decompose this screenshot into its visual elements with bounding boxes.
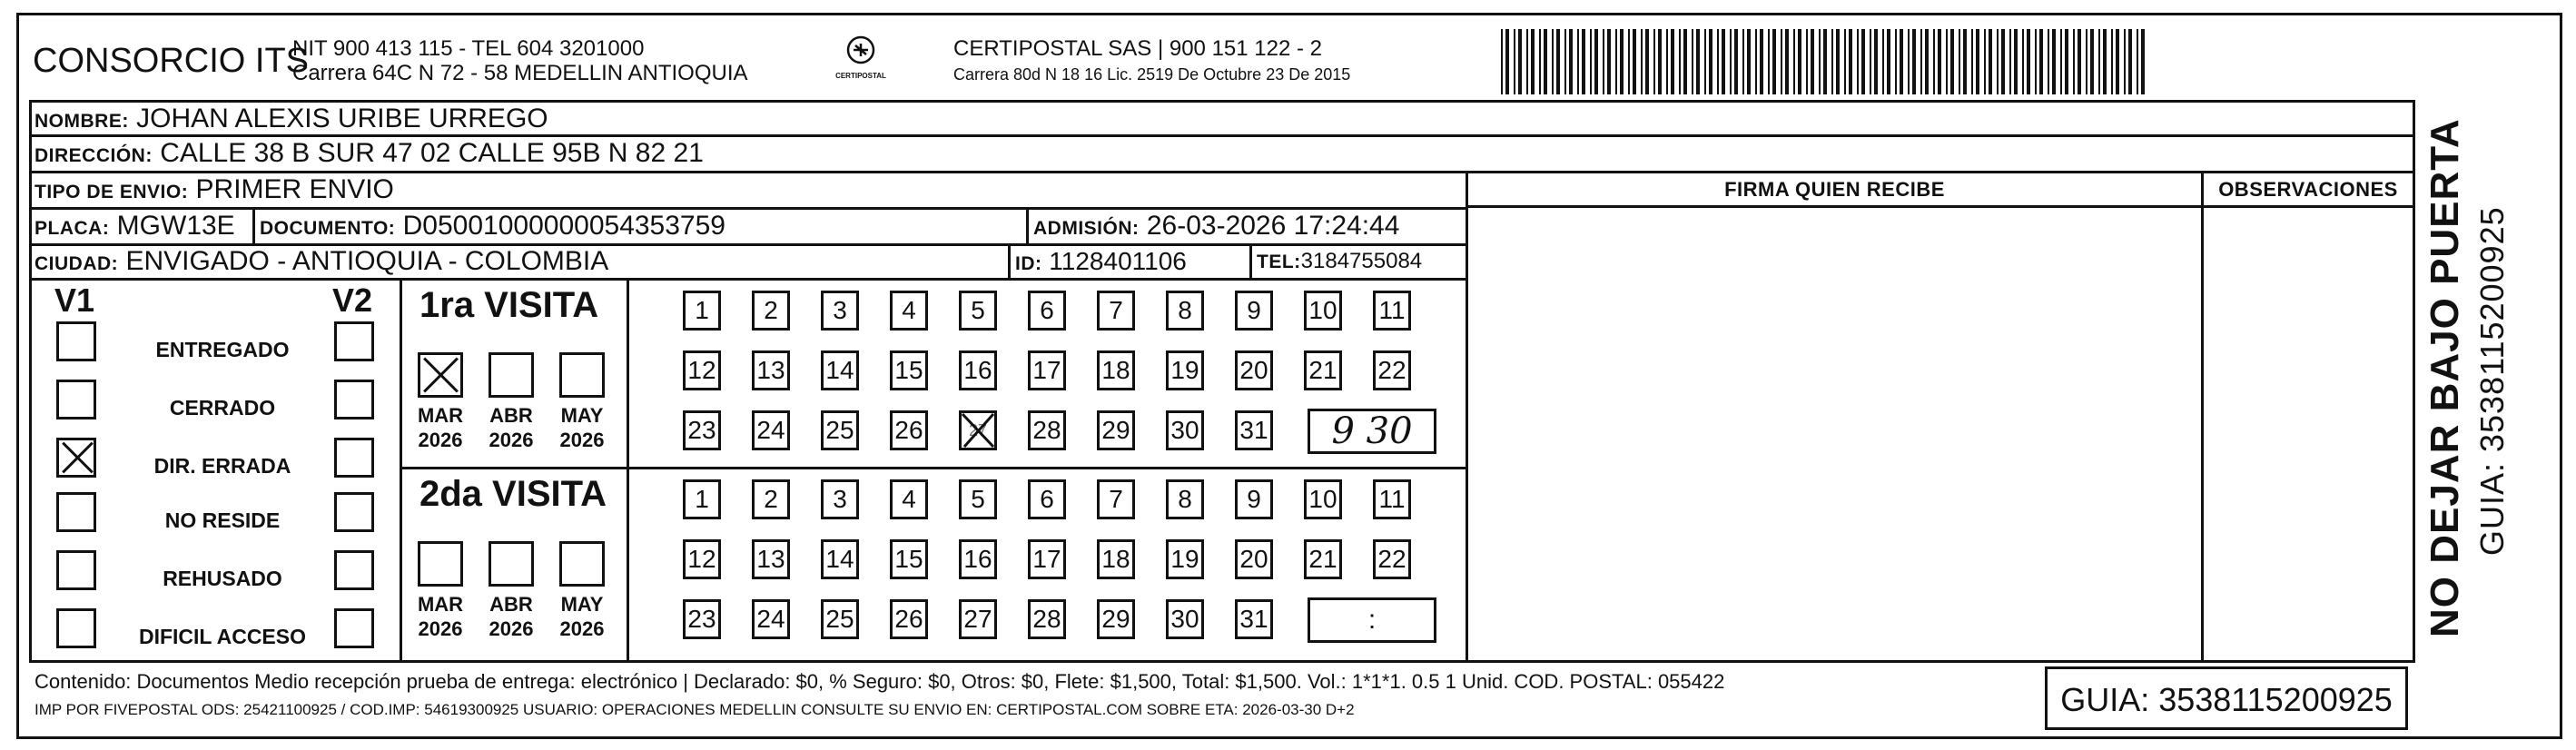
month-checkbox[interactable] bbox=[418, 352, 463, 398]
admision-label: ADMISIÓN: bbox=[1033, 218, 1140, 239]
day-box[interactable]: 10 bbox=[1304, 291, 1342, 331]
status-option-label: ENTREGADO bbox=[155, 338, 290, 361]
company-address: Carrera 64C N 72 - 58 MEDELLIN ANTIOQUIA bbox=[292, 61, 748, 85]
visit-time-box[interactable]: 9 30 bbox=[1308, 409, 1436, 454]
month-label bbox=[412, 592, 469, 641]
placa-label: PLACA: bbox=[35, 218, 110, 239]
day-box[interactable]: 30 bbox=[1166, 599, 1204, 639]
day-box[interactable]: 2 bbox=[752, 479, 790, 519]
side-warning: NO DEJAR BAJO PUERTA bbox=[2423, 118, 2467, 637]
day-box[interactable]: 18 bbox=[1097, 350, 1135, 390]
rule bbox=[1008, 243, 1011, 278]
day-box[interactable]: 29 bbox=[1097, 410, 1135, 450]
day-box[interactable]: 23 bbox=[683, 599, 721, 639]
v2-header: V2 bbox=[332, 281, 373, 319]
day-box[interactable]: 6 bbox=[1028, 291, 1066, 331]
status-option-label: REHUSADO bbox=[163, 567, 282, 590]
ciudad-label: CIUDAD: bbox=[35, 253, 119, 274]
month-year: 2026 bbox=[559, 429, 605, 451]
rule bbox=[627, 278, 629, 663]
month-checkbox[interactable] bbox=[559, 541, 605, 587]
month-name: MAR bbox=[417, 593, 464, 616]
day-box[interactable]: 1 bbox=[683, 479, 721, 519]
courier-nit: CERTIPOSTAL SAS | 900 151 122 - 2 bbox=[953, 36, 1322, 61]
month-label bbox=[412, 403, 469, 452]
visit-time-box[interactable]: : bbox=[1308, 597, 1436, 643]
nombre-value: JOHAN ALEXIS URIBE URREGO bbox=[136, 104, 548, 133]
placa-field bbox=[35, 211, 235, 242]
v1-checkbox[interactable] bbox=[56, 321, 96, 361]
footer-guia: GUIA: 3538115200925 bbox=[2060, 681, 2393, 718]
day-box[interactable]: 7 bbox=[1097, 479, 1135, 519]
day-box[interactable]: 26 bbox=[890, 410, 928, 450]
day-box[interactable]: 28 bbox=[1028, 410, 1066, 450]
footer-contenido: Contenido: Documentos Medio recepción prueba de entrega: electrónico | Declarado: $0, % Seguro: $0, Otros: $0, Flete: $1,500, Total: $1,500. Vol.: 1*1*1. 0.5 1 Unid. COD. POSTAL: 055422 bbox=[35, 670, 1725, 693]
rule bbox=[1249, 243, 1252, 278]
day-box[interactable]: 7 bbox=[1097, 291, 1135, 331]
direccion-field bbox=[35, 138, 704, 169]
day-box[interactable]: 11 bbox=[1373, 479, 1411, 519]
nombre-field bbox=[35, 104, 548, 134]
day-box[interactable]: 28 bbox=[1028, 599, 1066, 639]
day-box[interactable]: 1 bbox=[683, 291, 721, 331]
day-box[interactable]: 2 bbox=[752, 291, 790, 331]
rule bbox=[29, 100, 2415, 103]
logo-icon bbox=[843, 35, 879, 65]
status-option-label: DIFICIL ACCESO bbox=[138, 625, 306, 648]
day-box[interactable]: 9 bbox=[1235, 291, 1273, 331]
day-box[interactable]: 15 bbox=[890, 539, 928, 579]
v1-checkbox[interactable] bbox=[56, 550, 96, 590]
day-box[interactable]: 14 bbox=[821, 539, 859, 579]
day-box[interactable]: 4 bbox=[890, 479, 928, 519]
rule bbox=[29, 100, 32, 663]
day-box[interactable]: 31 bbox=[1235, 599, 1273, 639]
month-year: 2026 bbox=[489, 617, 534, 640]
day-box[interactable]: 23 bbox=[683, 410, 721, 450]
day-box[interactable]: 31 bbox=[1235, 410, 1273, 450]
day-box[interactable]: 27 bbox=[959, 599, 997, 639]
barcode bbox=[1501, 29, 2148, 94]
v2-checkbox[interactable] bbox=[334, 380, 374, 419]
day-box[interactable]: 5 bbox=[959, 479, 997, 519]
day-box[interactable]: 8 bbox=[1166, 291, 1204, 331]
admision-field bbox=[1033, 211, 1399, 242]
company-nit: NIT 900 413 115 - TEL 604 3201000 bbox=[292, 36, 645, 61]
rule bbox=[252, 207, 255, 243]
day-box[interactable]: 19 bbox=[1166, 539, 1204, 579]
day-box[interactable]: 16 bbox=[959, 539, 997, 579]
id-field bbox=[1015, 247, 1187, 276]
month-year: 2026 bbox=[418, 617, 463, 640]
ciudad-value: ENVIGADO - ANTIOQUIA - COLOMBIA bbox=[125, 246, 609, 276]
month-label bbox=[483, 592, 539, 641]
v2-checkbox[interactable] bbox=[334, 492, 374, 532]
day-box-checked[interactable] bbox=[959, 410, 997, 450]
day-box[interactable]: 12 bbox=[683, 539, 721, 579]
rule bbox=[29, 134, 2415, 137]
visit-title: 2da VISITA bbox=[419, 474, 607, 514]
day-box[interactable]: 12 bbox=[683, 350, 721, 390]
signature-area[interactable] bbox=[1468, 208, 2201, 662]
day-box[interactable]: 21 bbox=[1304, 539, 1342, 579]
month-year: 2026 bbox=[489, 429, 534, 451]
day-box[interactable]: 14 bbox=[821, 350, 859, 390]
day-box[interactable]: 30 bbox=[1166, 410, 1204, 450]
rule bbox=[400, 467, 1468, 469]
v1-checkbox[interactable] bbox=[56, 380, 96, 419]
day-box[interactable]: 15 bbox=[890, 350, 928, 390]
day-box[interactable]: 13 bbox=[752, 539, 790, 579]
month-label bbox=[554, 592, 610, 641]
month-year: 2026 bbox=[559, 617, 605, 640]
certipostal-logo bbox=[835, 35, 886, 80]
day-box[interactable]: 17 bbox=[1028, 539, 1066, 579]
month-name: MAY bbox=[560, 593, 604, 616]
direccion-label: DIRECCIÓN: bbox=[35, 145, 153, 166]
status-option-label: DIR. ERRADA bbox=[153, 454, 291, 478]
admision-value: 26-03-2026 17:24:44 bbox=[1146, 211, 1400, 241]
status-option-label: CERRADO bbox=[169, 396, 276, 419]
company-name: CONSORCIO ITS bbox=[33, 42, 310, 80]
documento-field bbox=[260, 211, 725, 242]
day-box[interactable]: 10 bbox=[1304, 479, 1342, 519]
tel-label: TEL: bbox=[1257, 252, 1301, 272]
observaciones-header: OBSERVACIONES bbox=[2218, 178, 2398, 201]
courier-license: Carrera 80d N 18 16 Lic. 2519 De Octubre 23 De 2015 bbox=[953, 65, 1351, 84]
v2-checkbox[interactable] bbox=[334, 438, 374, 478]
month-checkbox[interactable] bbox=[559, 352, 605, 398]
day-box[interactable]: 11 bbox=[1373, 291, 1411, 331]
v2-checkbox[interactable] bbox=[334, 321, 374, 361]
month-year: 2026 bbox=[418, 429, 463, 451]
rule bbox=[2413, 100, 2415, 663]
tipo-label: TIPO DE ENVIO: bbox=[35, 182, 189, 202]
day-box[interactable]: 3 bbox=[821, 479, 859, 519]
day-box[interactable]: 9 bbox=[1235, 479, 1273, 519]
day-box[interactable]: 20 bbox=[1235, 350, 1273, 390]
v2-checkbox[interactable] bbox=[334, 550, 374, 590]
day-box[interactable]: 20 bbox=[1235, 539, 1273, 579]
day-box[interactable]: 6 bbox=[1028, 479, 1066, 519]
rule bbox=[400, 278, 402, 663]
visit-title: 1ra VISITA bbox=[419, 285, 599, 325]
v2-checkbox[interactable] bbox=[334, 608, 374, 648]
placa-value: MGW13E bbox=[116, 211, 235, 241]
direccion-value: CALLE 38 B SUR 47 02 CALLE 95B N 82 21 bbox=[160, 138, 704, 168]
ciudad-field bbox=[35, 246, 608, 277]
tel-value: 3184755084 bbox=[1300, 249, 1423, 273]
month-checkbox[interactable] bbox=[418, 541, 463, 587]
id-value: 1128401106 bbox=[1049, 247, 1187, 275]
month-name: ABR bbox=[489, 404, 533, 427]
month-label bbox=[483, 403, 539, 452]
check-mark-icon bbox=[959, 410, 997, 450]
rule bbox=[29, 660, 2415, 663]
day-box[interactable]: 22 bbox=[1373, 539, 1411, 579]
day-box[interactable]: 19 bbox=[1166, 350, 1204, 390]
day-number: 27 bbox=[968, 420, 988, 439]
day-box[interactable]: 26 bbox=[890, 599, 928, 639]
day-box[interactable]: 4 bbox=[890, 291, 928, 331]
day-box[interactable]: 5 bbox=[959, 291, 997, 331]
day-box[interactable]: 24 bbox=[752, 410, 790, 450]
documento-label: DOCUMENTO: bbox=[260, 218, 396, 239]
month-name: ABR bbox=[489, 593, 533, 616]
day-box[interactable]: 18 bbox=[1097, 539, 1135, 579]
rule bbox=[29, 278, 1468, 281]
id-label: ID: bbox=[1015, 253, 1042, 274]
month-name: MAR bbox=[417, 404, 464, 427]
month-checkbox[interactable] bbox=[489, 541, 534, 587]
tipo-field bbox=[35, 174, 394, 205]
logo-label: CERTIPOSTAL bbox=[835, 72, 886, 80]
footer-imp: IMP POR FIVEPOSTAL ODS: 25421100925 / COD.IMP: 54619300925 USUARIO: OPERACIONES MEDELLIN CONSULTE SU ENVIO EN: CERTIPOSTAL.COM SOBRE ETA: 2026-03-30 D+2 bbox=[35, 701, 1355, 718]
day-box[interactable]: 24 bbox=[752, 599, 790, 639]
tipo-value: PRIMER ENVIO bbox=[195, 174, 394, 204]
rule bbox=[1026, 207, 1029, 243]
day-box[interactable]: 25 bbox=[821, 410, 859, 450]
day-box[interactable]: 22 bbox=[1373, 350, 1411, 390]
rule bbox=[29, 171, 2415, 173]
month-checkbox[interactable] bbox=[489, 352, 534, 398]
day-box[interactable]: 8 bbox=[1166, 479, 1204, 519]
courier-info bbox=[953, 36, 1350, 84]
day-box[interactable]: 29 bbox=[1097, 599, 1135, 639]
day-box[interactable]: 21 bbox=[1304, 350, 1342, 390]
company-info bbox=[292, 36, 748, 85]
tel-field bbox=[1257, 249, 1422, 274]
day-box[interactable]: 17 bbox=[1028, 350, 1066, 390]
nombre-label: NOMBRE: bbox=[35, 111, 129, 132]
month-name: MAY bbox=[560, 404, 604, 427]
v1-checkbox[interactable] bbox=[56, 438, 96, 478]
observations-area[interactable] bbox=[2204, 208, 2413, 662]
side-guia: GUIA: 3538115200925 bbox=[2473, 206, 2511, 556]
status-option-label: NO RESIDE bbox=[164, 508, 281, 532]
day-box[interactable]: 25 bbox=[821, 599, 859, 639]
month-label bbox=[554, 403, 610, 452]
v1-checkbox[interactable] bbox=[56, 492, 96, 532]
firma-header: FIRMA QUIEN RECIBE bbox=[1724, 178, 1945, 201]
v1-header: V1 bbox=[54, 281, 95, 319]
day-box[interactable]: 13 bbox=[752, 350, 790, 390]
rule bbox=[29, 207, 1468, 210]
v1-checkbox[interactable] bbox=[56, 608, 96, 648]
documento-value: D05001000000054353759 bbox=[402, 211, 725, 241]
day-box[interactable]: 16 bbox=[959, 350, 997, 390]
day-box[interactable]: 3 bbox=[821, 291, 859, 331]
